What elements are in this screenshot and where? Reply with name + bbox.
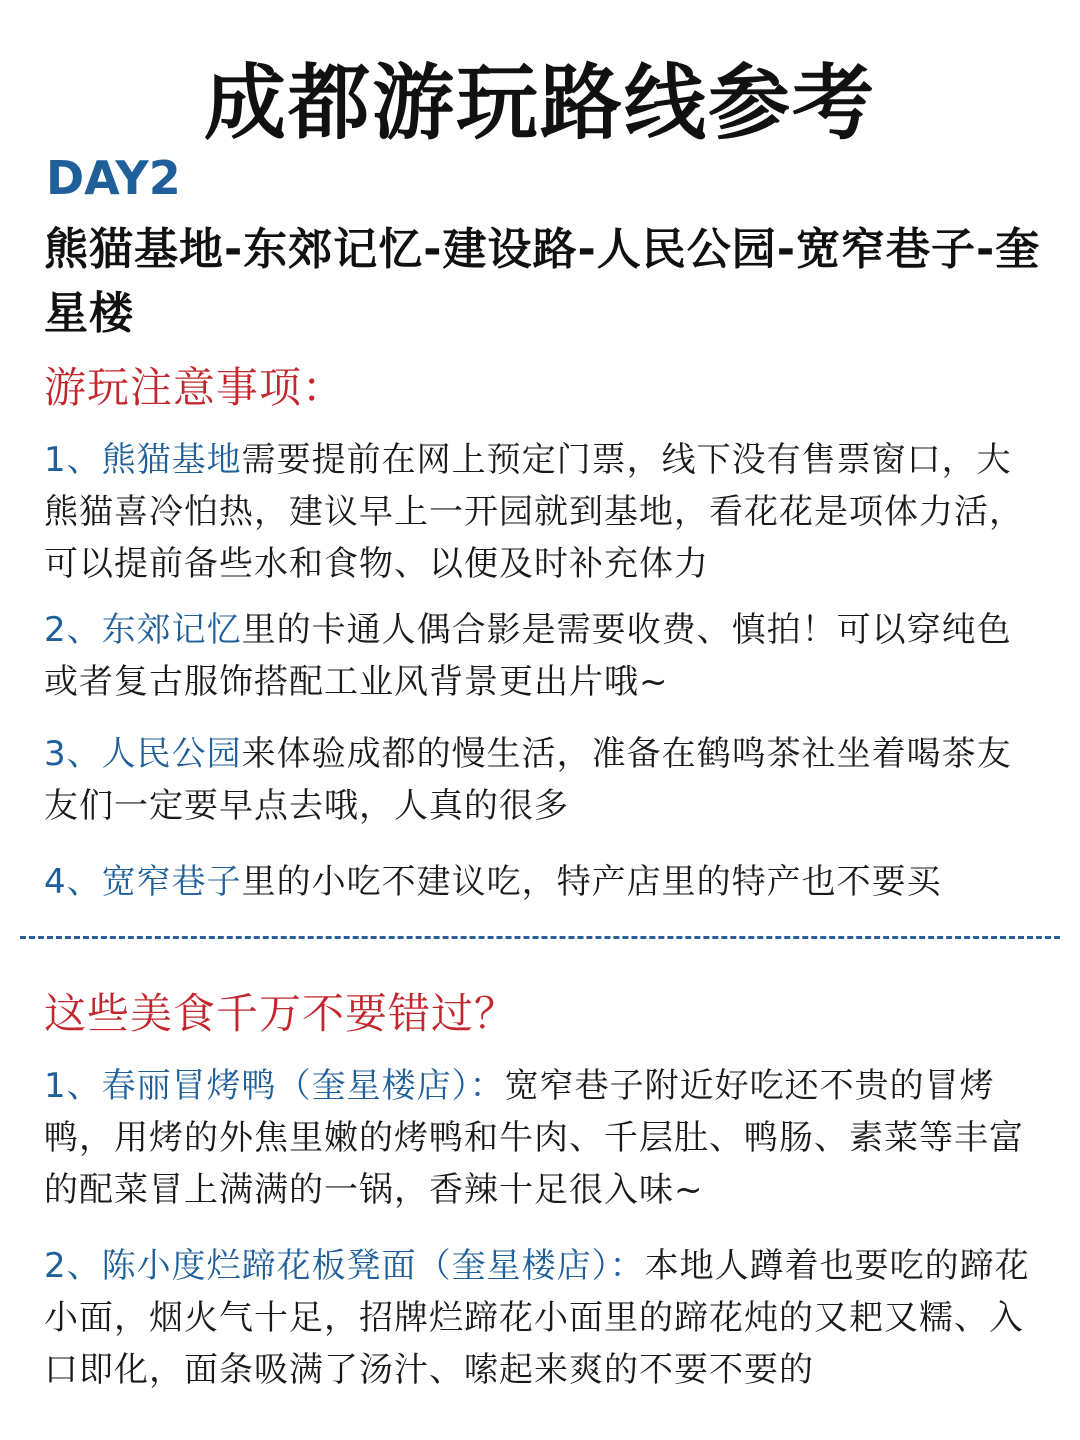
tip-item-text: 来体验成都的慢生活，准备在鹤鸣茶社坐着喝茶友友们一定要早点去哦，人真的很多 [44, 734, 1012, 826]
tip-item-prefix: 2、东郊记忆 [44, 610, 242, 650]
route-line: 熊猫基地-东郊记忆-建设路-人民公园-宽窄巷子-奎星楼 [44, 224, 1041, 339]
tip-item [44, 728, 1044, 832]
day-label: DAY2 [46, 151, 181, 205]
page-title: 成都游玩路线参考 [203, 56, 876, 151]
tip-item-prefix: 3、人民公园 [44, 734, 242, 774]
tips-heading: 游玩注意事项： [44, 363, 346, 412]
tip-item [44, 604, 1044, 708]
dashed-divider [20, 936, 1060, 939]
tip-item-prefix: 4、宽窄巷子 [44, 862, 242, 902]
food-item-text: 本地人蹲着也要吃的蹄花小面，烟火气十足，招牌烂蹄花小面里的蹄花炖的又耙又糯、入口即化，面条吸满了汤汁、嗦起来爽的不要不要的 [44, 1246, 1030, 1390]
tip-item-text: 里的卡通人偶合影是需要收费、慎拍！可以穿纯色或者复古服饰搭配工业风背景更出片哦~ [44, 610, 1012, 702]
food-item [44, 1240, 1044, 1396]
tip-item [44, 856, 1044, 908]
tip-item-prefix: 1、熊猫基地 [44, 440, 242, 480]
food-item [44, 1060, 1044, 1216]
food-item-text: 宽窄巷子附近好吃还不贵的冒烤鸭，用烤的外焦里嫩的烤鸭和牛肉、千层肚、鸭肠、素菜等丰富的配菜冒上满满的一锅，香辣十足很入味~ [44, 1066, 1024, 1210]
food-heading: 这些美食千万不要错过？ [44, 989, 518, 1038]
tip-item-text: 需要提前在网上预定门票，线下没有售票窗口，大熊猫喜冷怕热，建议早上一开园就到基地，看花花是项体力活，可以提前备些水和食物、以便及时补充体力 [44, 440, 1024, 584]
food-item-prefix: 2、陈小度烂蹄花板凳面（奎星楼店）： [44, 1246, 645, 1286]
tip-item [44, 434, 1044, 590]
food-item-prefix: 1、春丽冒烤鸭（奎星楼店）： [44, 1066, 505, 1106]
tip-item-text: 里的小吃不建议吃，特产店里的特产也不要买 [241, 862, 942, 902]
